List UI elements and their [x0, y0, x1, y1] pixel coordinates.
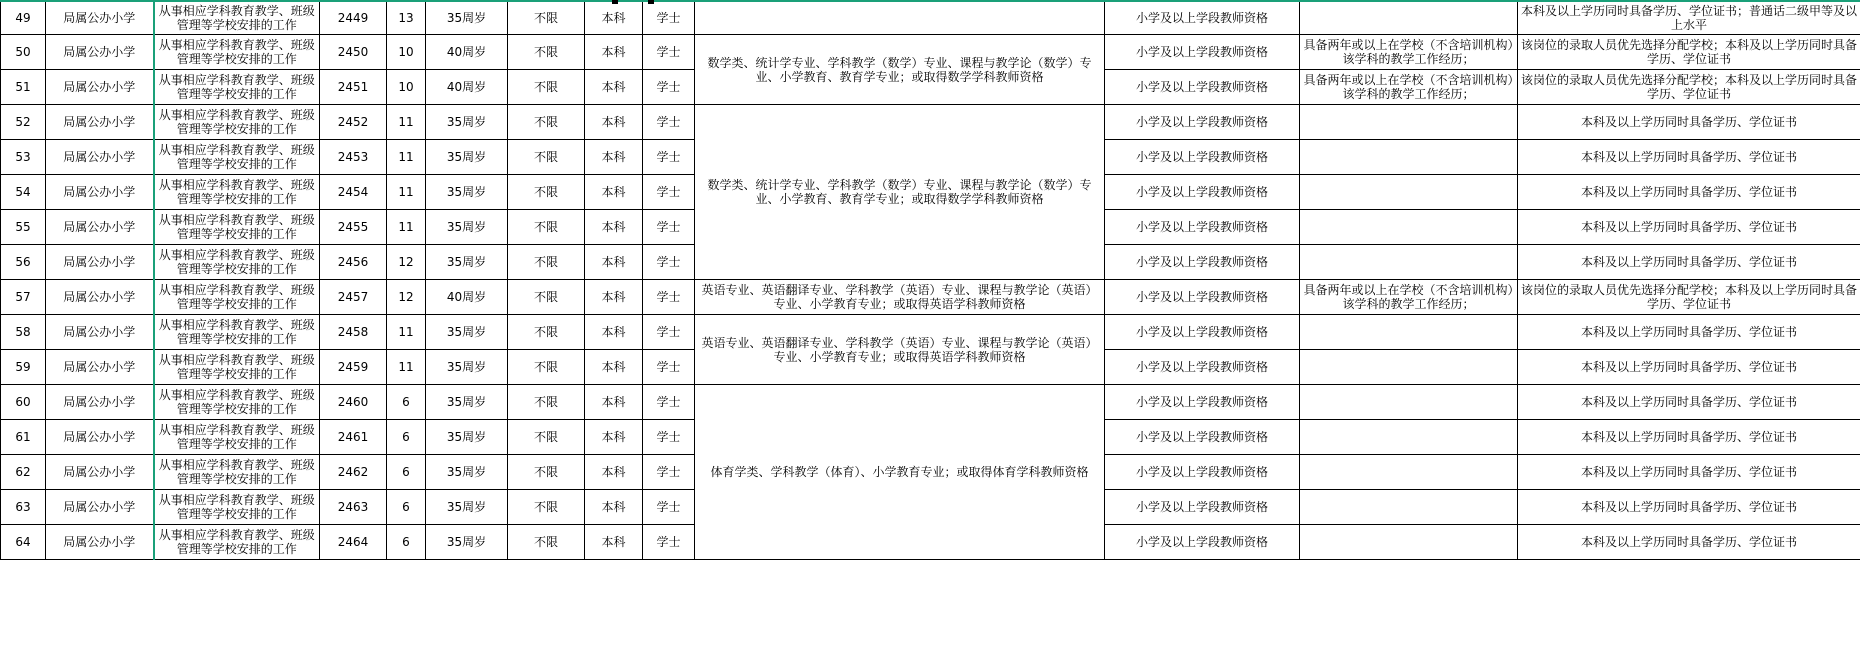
education-level-cell[interactable]: 本科 — [585, 245, 643, 280]
teacher-certificate-cell[interactable]: 小学及以上学段教师资格 — [1105, 140, 1300, 175]
age-limit-cell[interactable]: 35周岁 — [426, 490, 508, 525]
cell-corner-mark — [648, 0, 654, 4]
job-duty-cell[interactable]: 从事相应学科教育教学、班级管理等学校安排的工作 — [154, 315, 320, 350]
hiring-unit-cell[interactable]: 局属公办小学 — [46, 350, 154, 385]
row-number-cell[interactable]: 51 — [1, 70, 46, 105]
education-level-cell[interactable]: 本科 — [585, 315, 643, 350]
job-duty-cell[interactable]: 从事相应学科教育教学、班级管理等学校安排的工作 — [154, 525, 320, 560]
row-number-cell[interactable]: 61 — [1, 420, 46, 455]
teacher-certificate-cell[interactable]: 小学及以上学段教师资格 — [1105, 70, 1300, 105]
major-requirement-cell[interactable] — [695, 1, 1105, 35]
table-row — [1, 315, 1860, 350]
teacher-certificate-cell[interactable]: 小学及以上学段教师资格 — [1105, 210, 1300, 245]
job-duty-cell[interactable]: 从事相应学科教育教学、班级管理等学校安排的工作 — [154, 1, 320, 35]
other-requirements-cell[interactable]: 该岗位的录取人员优先选择分配学校；本科及以上学历同时具备学历、学位证书 — [1518, 35, 1860, 70]
major-requirement-cell[interactable]: 英语专业、英语翻译专业、学科教学（英语）专业、课程与教学论（英语）专业、小学教育专业；或取得英语学科教师资格 — [695, 280, 1105, 315]
headcount-cell[interactable]: 11 — [387, 210, 426, 245]
other-requirements-cell[interactable]: 本科及以上学历同时具备学历、学位证书 — [1518, 210, 1860, 245]
degree-requirement-cell[interactable]: 学士 — [643, 140, 695, 175]
education-level-cell[interactable]: 本科 — [585, 105, 643, 140]
age-limit-cell[interactable]: 35周岁 — [426, 385, 508, 420]
hiring-unit-cell[interactable]: 局属公办小学 — [46, 525, 154, 560]
headcount-cell[interactable]: 12 — [387, 280, 426, 315]
headcount-cell[interactable]: 6 — [387, 490, 426, 525]
headcount-cell[interactable]: 6 — [387, 455, 426, 490]
degree-requirement-cell[interactable]: 学士 — [643, 525, 695, 560]
position-code-cell[interactable]: 2450 — [320, 35, 387, 70]
other-requirements-cell[interactable]: 该岗位的录取人员优先选择分配学校；本科及以上学历同时具备学历、学位证书 — [1518, 280, 1860, 315]
gender-requirement-cell[interactable]: 不限 — [508, 175, 585, 210]
education-level-cell[interactable]: 本科 — [585, 455, 643, 490]
position-code-cell[interactable]: 2462 — [320, 455, 387, 490]
hiring-unit-cell[interactable]: 局属公办小学 — [46, 385, 154, 420]
gender-requirement-cell[interactable]: 不限 — [508, 420, 585, 455]
job-duty-cell[interactable]: 从事相应学科教育教学、班级管理等学校安排的工作 — [154, 455, 320, 490]
work-experience-cell[interactable]: 具备两年或以上在学校（不含培训机构）该学科的教学工作经历； — [1300, 35, 1518, 70]
education-level-cell[interactable]: 本科 — [585, 140, 643, 175]
age-limit-cell[interactable]: 35周岁 — [426, 315, 508, 350]
other-requirements-cell[interactable]: 本科及以上学历同时具备学历、学位证书 — [1518, 315, 1860, 350]
job-duty-cell[interactable]: 从事相应学科教育教学、班级管理等学校安排的工作 — [154, 105, 320, 140]
row-number-cell[interactable]: 57 — [1, 280, 46, 315]
teacher-certificate-cell[interactable]: 小学及以上学段教师资格 — [1105, 175, 1300, 210]
gender-requirement-cell[interactable]: 不限 — [508, 350, 585, 385]
job-duty-cell[interactable]: 从事相应学科教育教学、班级管理等学校安排的工作 — [154, 490, 320, 525]
teacher-certificate-cell[interactable]: 小学及以上学段教师资格 — [1105, 385, 1300, 420]
degree-requirement-cell[interactable]: 学士 — [643, 315, 695, 350]
gender-requirement-cell[interactable]: 不限 — [508, 70, 585, 105]
work-experience-cell[interactable] — [1300, 315, 1518, 350]
hiring-unit-cell[interactable]: 局属公办小学 — [46, 35, 154, 70]
position-code-cell[interactable]: 2461 — [320, 420, 387, 455]
teacher-certificate-cell[interactable]: 小学及以上学段教师资格 — [1105, 315, 1300, 350]
education-level-cell[interactable]: 本科 — [585, 210, 643, 245]
row-number-cell[interactable]: 64 — [1, 525, 46, 560]
other-requirements-cell[interactable]: 本科及以上学历同时具备学历、学位证书 — [1518, 455, 1860, 490]
position-code-cell[interactable]: 2451 — [320, 70, 387, 105]
row-number-cell[interactable]: 50 — [1, 35, 46, 70]
education-level-cell[interactable]: 本科 — [585, 350, 643, 385]
teacher-certificate-cell[interactable]: 小学及以上学段教师资格 — [1105, 350, 1300, 385]
age-limit-cell[interactable]: 40周岁 — [426, 35, 508, 70]
other-requirements-cell[interactable]: 该岗位的录取人员优先选择分配学校；本科及以上学历同时具备学历、学位证书 — [1518, 70, 1860, 105]
headcount-cell[interactable]: 11 — [387, 140, 426, 175]
teacher-certificate-cell[interactable]: 小学及以上学段教师资格 — [1105, 525, 1300, 560]
row-number-cell[interactable]: 63 — [1, 490, 46, 525]
gender-requirement-cell[interactable]: 不限 — [508, 490, 585, 525]
table-row — [1, 280, 1860, 315]
degree-requirement-cell[interactable]: 学士 — [643, 175, 695, 210]
degree-requirement-cell[interactable]: 学士 — [643, 105, 695, 140]
gender-requirement-cell[interactable]: 不限 — [508, 315, 585, 350]
position-code-cell[interactable]: 2464 — [320, 525, 387, 560]
hiring-unit-cell[interactable]: 局属公办小学 — [46, 420, 154, 455]
hiring-unit-cell[interactable]: 局属公办小学 — [46, 455, 154, 490]
job-duty-cell[interactable]: 从事相应学科教育教学、班级管理等学校安排的工作 — [154, 245, 320, 280]
age-limit-cell[interactable]: 35周岁 — [426, 140, 508, 175]
headcount-cell[interactable]: 10 — [387, 70, 426, 105]
teacher-certificate-cell[interactable]: 小学及以上学段教师资格 — [1105, 455, 1300, 490]
age-limit-cell[interactable]: 35周岁 — [426, 455, 508, 490]
work-experience-cell[interactable] — [1300, 175, 1518, 210]
hiring-unit-cell[interactable]: 局属公办小学 — [46, 140, 154, 175]
row-number-cell[interactable]: 59 — [1, 350, 46, 385]
headcount-cell[interactable]: 12 — [387, 245, 426, 280]
table-row — [1, 1, 1860, 35]
job-duty-cell[interactable]: 从事相应学科教育教学、班级管理等学校安排的工作 — [154, 140, 320, 175]
row-number-cell[interactable]: 52 — [1, 105, 46, 140]
job-duty-cell[interactable]: 从事相应学科教育教学、班级管理等学校安排的工作 — [154, 35, 320, 70]
degree-requirement-cell[interactable]: 学士 — [643, 35, 695, 70]
teacher-certificate-cell[interactable]: 小学及以上学段教师资格 — [1105, 1, 1300, 35]
work-experience-cell[interactable] — [1300, 350, 1518, 385]
major-requirement-cell[interactable]: 数学类、统计学专业、学科教学（数学）专业、课程与教学论（数学）专业、小学教育、教育学专业；或取得数学学科教师资格 — [695, 105, 1105, 280]
teacher-certificate-cell[interactable]: 小学及以上学段教师资格 — [1105, 245, 1300, 280]
other-requirements-cell[interactable]: 本科及以上学历同时具备学历、学位证书 — [1518, 105, 1860, 140]
position-code-cell[interactable]: 2452 — [320, 105, 387, 140]
age-limit-cell[interactable]: 35周岁 — [426, 175, 508, 210]
teacher-certificate-cell[interactable]: 小学及以上学段教师资格 — [1105, 280, 1300, 315]
hiring-unit-cell[interactable]: 局属公办小学 — [46, 315, 154, 350]
degree-requirement-cell[interactable]: 学士 — [643, 350, 695, 385]
headcount-cell[interactable]: 6 — [387, 525, 426, 560]
work-experience-cell[interactable] — [1300, 140, 1518, 175]
headcount-cell[interactable]: 11 — [387, 350, 426, 385]
row-number-cell[interactable]: 49 — [1, 1, 46, 35]
position-code-cell[interactable]: 2453 — [320, 140, 387, 175]
other-requirements-cell[interactable]: 本科及以上学历同时具备学历、学位证书 — [1518, 175, 1860, 210]
position-code-cell[interactable]: 2459 — [320, 350, 387, 385]
gender-requirement-cell[interactable]: 不限 — [508, 140, 585, 175]
degree-requirement-cell[interactable]: 学士 — [643, 70, 695, 105]
hiring-unit-cell[interactable]: 局属公办小学 — [46, 105, 154, 140]
row-number-cell[interactable]: 54 — [1, 175, 46, 210]
gender-requirement-cell[interactable]: 不限 — [508, 385, 585, 420]
other-requirements-cell[interactable]: 本科及以上学历同时具备学历、学位证书 — [1518, 525, 1860, 560]
other-requirements-cell[interactable]: 本科及以上学历同时具备学历、学位证书 — [1518, 490, 1860, 525]
other-requirements-cell[interactable]: 本科及以上学历同时具备学历、学位证书 — [1518, 350, 1860, 385]
age-limit-cell[interactable]: 35周岁 — [426, 105, 508, 140]
degree-requirement-cell[interactable]: 学士 — [643, 490, 695, 525]
major-requirement-cell[interactable]: 英语专业、英语翻译专业、学科教学（英语）专业、课程与教学论（英语）专业、小学教育专业；或取得英语学科教师资格 — [695, 315, 1105, 385]
teacher-certificate-cell[interactable]: 小学及以上学段教师资格 — [1105, 35, 1300, 70]
work-experience-cell[interactable] — [1300, 1, 1518, 35]
job-duty-cell[interactable]: 从事相应学科教育教学、班级管理等学校安排的工作 — [154, 70, 320, 105]
gender-requirement-cell[interactable]: 不限 — [508, 455, 585, 490]
education-level-cell[interactable]: 本科 — [585, 175, 643, 210]
age-limit-cell[interactable]: 35周岁 — [426, 525, 508, 560]
hiring-unit-cell[interactable]: 局属公办小学 — [46, 280, 154, 315]
teacher-certificate-cell[interactable]: 小学及以上学段教师资格 — [1105, 420, 1300, 455]
work-experience-cell[interactable] — [1300, 420, 1518, 455]
headcount-cell[interactable]: 11 — [387, 105, 426, 140]
position-code-cell[interactable]: 2463 — [320, 490, 387, 525]
table-row — [1, 105, 1860, 140]
degree-requirement-cell[interactable]: 学士 — [643, 455, 695, 490]
work-experience-cell[interactable]: 具备两年或以上在学校（不含培训机构）该学科的教学工作经历； — [1300, 280, 1518, 315]
job-duty-cell[interactable]: 从事相应学科教育教学、班级管理等学校安排的工作 — [154, 385, 320, 420]
position-code-cell[interactable]: 2460 — [320, 385, 387, 420]
age-limit-cell[interactable]: 40周岁 — [426, 280, 508, 315]
headcount-cell[interactable]: 6 — [387, 385, 426, 420]
headcount-cell[interactable]: 13 — [387, 1, 426, 35]
age-limit-cell[interactable]: 35周岁 — [426, 210, 508, 245]
table-body — [1, 1, 1860, 560]
cell-corner-mark — [612, 0, 618, 4]
work-experience-cell[interactable] — [1300, 455, 1518, 490]
education-level-cell[interactable]: 本科 — [585, 490, 643, 525]
other-requirements-cell[interactable]: 本科及以上学历同时具备学历、学位证书 — [1518, 420, 1860, 455]
row-number-cell[interactable]: 58 — [1, 315, 46, 350]
position-code-cell[interactable]: 2456 — [320, 245, 387, 280]
gender-requirement-cell[interactable]: 不限 — [508, 210, 585, 245]
degree-requirement-cell[interactable]: 学士 — [643, 280, 695, 315]
degree-requirement-cell[interactable]: 学士 — [643, 210, 695, 245]
age-limit-cell[interactable]: 35周岁 — [426, 420, 508, 455]
gender-requirement-cell[interactable]: 不限 — [508, 1, 585, 35]
work-experience-cell[interactable] — [1300, 385, 1518, 420]
position-code-cell[interactable]: 2458 — [320, 315, 387, 350]
position-code-cell[interactable]: 2454 — [320, 175, 387, 210]
teacher-certificate-cell[interactable]: 小学及以上学段教师资格 — [1105, 490, 1300, 525]
position-code-cell[interactable]: 2457 — [320, 280, 387, 315]
gender-requirement-cell[interactable]: 不限 — [508, 280, 585, 315]
work-experience-cell[interactable] — [1300, 525, 1518, 560]
age-limit-cell[interactable]: 35周岁 — [426, 350, 508, 385]
row-number-cell[interactable]: 55 — [1, 210, 46, 245]
degree-requirement-cell[interactable]: 学士 — [643, 385, 695, 420]
age-limit-cell[interactable]: 35周岁 — [426, 1, 508, 35]
position-code-cell[interactable]: 2455 — [320, 210, 387, 245]
major-requirement-cell[interactable]: 体育学类、学科教学（体育）、小学教育专业；或取得体育学科教师资格 — [695, 385, 1105, 560]
work-experience-cell[interactable]: 具备两年或以上在学校（不含培训机构）该学科的教学工作经历； — [1300, 70, 1518, 105]
education-level-cell[interactable]: 本科 — [585, 35, 643, 70]
teacher-certificate-cell[interactable]: 小学及以上学段教师资格 — [1105, 105, 1300, 140]
other-requirements-cell[interactable]: 本科及以上学历同时具备学历、学位证书；普通话二级甲等及以上水平 — [1518, 1, 1860, 35]
job-duty-cell[interactable]: 从事相应学科教育教学、班级管理等学校安排的工作 — [154, 280, 320, 315]
work-experience-cell[interactable] — [1300, 210, 1518, 245]
headcount-cell[interactable]: 11 — [387, 315, 426, 350]
hiring-unit-cell[interactable]: 局属公办小学 — [46, 210, 154, 245]
hiring-unit-cell[interactable]: 局属公办小学 — [46, 175, 154, 210]
degree-requirement-cell[interactable]: 学士 — [643, 420, 695, 455]
degree-requirement-cell[interactable]: 学士 — [643, 245, 695, 280]
other-requirements-cell[interactable]: 本科及以上学历同时具备学历、学位证书 — [1518, 385, 1860, 420]
education-level-cell[interactable]: 本科 — [585, 1, 643, 35]
education-level-cell[interactable]: 本科 — [585, 525, 643, 560]
table-row — [1, 35, 1860, 70]
hiring-unit-cell[interactable]: 局属公办小学 — [46, 70, 154, 105]
row-number-cell[interactable]: 62 — [1, 455, 46, 490]
position-code-cell[interactable]: 2449 — [320, 1, 387, 35]
job-duty-cell[interactable]: 从事相应学科教育教学、班级管理等学校安排的工作 — [154, 210, 320, 245]
age-limit-cell[interactable]: 35周岁 — [426, 245, 508, 280]
frozen-pane-line — [0, 0, 1860, 2]
degree-requirement-cell[interactable]: 学士 — [643, 1, 695, 35]
work-experience-cell[interactable] — [1300, 490, 1518, 525]
major-requirement-cell[interactable]: 数学类、统计学专业、学科教学（数学）专业、课程与教学论（数学）专业、小学教育、教育学专业；或取得数学学科教师资格 — [695, 35, 1105, 105]
education-level-cell[interactable]: 本科 — [585, 420, 643, 455]
hiring-unit-cell[interactable]: 局属公办小学 — [46, 1, 154, 35]
education-level-cell[interactable]: 本科 — [585, 280, 643, 315]
work-experience-cell[interactable] — [1300, 245, 1518, 280]
job-duty-cell[interactable]: 从事相应学科教育教学、班级管理等学校安排的工作 — [154, 175, 320, 210]
headcount-cell[interactable]: 6 — [387, 420, 426, 455]
headcount-cell[interactable]: 11 — [387, 175, 426, 210]
gender-requirement-cell[interactable]: 不限 — [508, 35, 585, 70]
hiring-unit-cell[interactable]: 局属公办小学 — [46, 490, 154, 525]
work-experience-cell[interactable] — [1300, 105, 1518, 140]
hiring-unit-cell[interactable]: 局属公办小学 — [46, 245, 154, 280]
education-level-cell[interactable]: 本科 — [585, 70, 643, 105]
row-number-cell[interactable]: 56 — [1, 245, 46, 280]
other-requirements-cell[interactable]: 本科及以上学历同时具备学历、学位证书 — [1518, 245, 1860, 280]
table-row — [1, 385, 1860, 420]
age-limit-cell[interactable]: 40周岁 — [426, 70, 508, 105]
job-duty-cell[interactable]: 从事相应学科教育教学、班级管理等学校安排的工作 — [154, 420, 320, 455]
row-number-cell[interactable]: 53 — [1, 140, 46, 175]
other-requirements-cell[interactable]: 本科及以上学历同时具备学历、学位证书 — [1518, 140, 1860, 175]
row-number-cell[interactable]: 60 — [1, 385, 46, 420]
job-duty-cell[interactable]: 从事相应学科教育教学、班级管理等学校安排的工作 — [154, 350, 320, 385]
gender-requirement-cell[interactable]: 不限 — [508, 105, 585, 140]
gender-requirement-cell[interactable]: 不限 — [508, 245, 585, 280]
gender-requirement-cell[interactable]: 不限 — [508, 525, 585, 560]
headcount-cell[interactable]: 10 — [387, 35, 426, 70]
education-level-cell[interactable]: 本科 — [585, 385, 643, 420]
